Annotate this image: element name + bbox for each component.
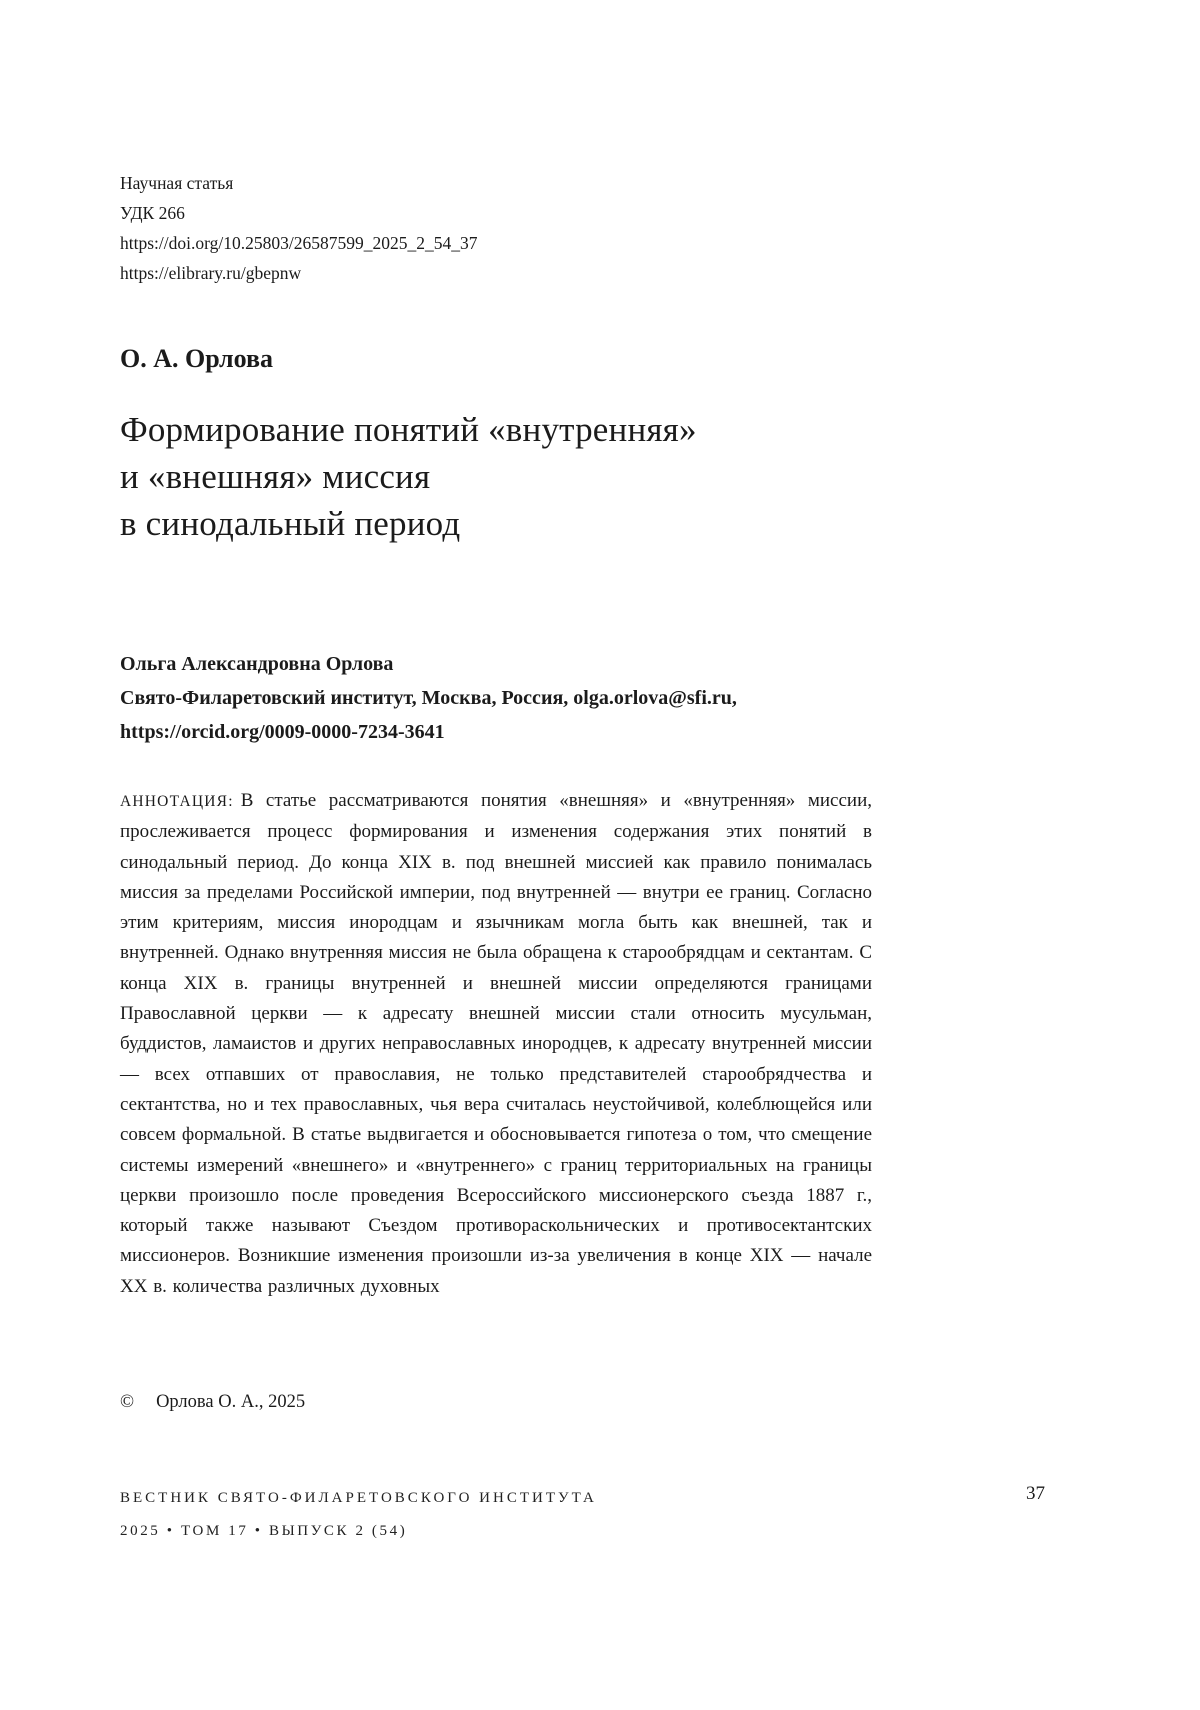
title-line-1: Формирование понятий «внутренняя» [120, 410, 697, 449]
author-affiliation: Свято-Филаретовский институт, Москва, Россия, olga.orlova@sfi.ru, [120, 687, 737, 709]
elibrary-link[interactable]: https://elibrary.ru/gbepnw [120, 263, 302, 283]
page-content [120, 168, 872, 1321]
page-number: 37 [1026, 1483, 1045, 1504]
author-orcid-link[interactable]: https://orcid.org/0009-0000-7234-3641 [120, 721, 445, 743]
copyright-line [120, 1392, 305, 1413]
article-type-label: Научная статья [120, 173, 234, 193]
author-heading: О. А. Орлова [120, 344, 274, 373]
author-info-block [120, 647, 872, 749]
copyright-icon: © [120, 1392, 135, 1412]
title-line-2: и «внешняя» миссия [120, 457, 431, 496]
abstract-paragraph [120, 786, 872, 1302]
title-line-3: в синодальный период [120, 504, 461, 543]
doi-link[interactable]: https://doi.org/10.25803/26587599_2025_2_54_37 [120, 233, 478, 253]
author-full-name: Ольга Александровна Орлова [120, 653, 394, 675]
abstract-label: АННОТАЦИЯ: [120, 793, 234, 810]
udk-label: УДК 266 [120, 203, 185, 223]
copyright-text: Орлова О. А., 2025 [156, 1392, 306, 1412]
footer-journal-block [120, 1482, 597, 1548]
footer-issue-info: 2025 • ТОМ 17 • ВЫПУСК 2 (54) [120, 1523, 408, 1539]
footer-journal-title: ВЕСТНИК СВЯТО-ФИЛАРЕТОВСКОГО ИНСТИТУТА [120, 1490, 597, 1506]
article-meta [120, 168, 872, 288]
abstract-text: В статье рассматриваются понятия «внешняя» и «внутренняя» миссии, прослеживается процесс формирования и изменения содержания этих понятий в синодальный период. До конца XIX в. под внешней миссией как правило понималась миссия за пределами Российской империи, под внутренней — внутри ее границ. Согласно этим критериям, миссия инородцам и язычникам могла быть как внешней, так и внутренней. Однако внутренняя миссия не была обращена к старообрядцам и сектантам. С конца XIX в. границы внутренней и внешней миссии определяются границами Православной церкви — к адресату внешней миссии стали относить мусульман, буддистов, ламаистов и других неправославных инородцев, к адресату внутренней миссии — всех отпавших от православия, не только представителей старообрядчества и сектантства, но и тех православных, чья вера считалась неустойчивой, колеблющейся или совсем формальной. В статье выдвигается и обосновывается гипотеза о том, что смещение системы измерений «внешнего» и «внутреннего» с границ территориальных на границы церкви произошло после проведения Всероссийского миссионерского съезда 1887 г., который также называют Съездом противораскольнических и противосектантских миссионеров. Возникшие изменения произошли из-за увеличения в конце XIX — начале XX в. количества различных духовных [120, 790, 872, 1297]
article-title [120, 406, 872, 547]
page-footer [120, 1482, 1045, 1548]
